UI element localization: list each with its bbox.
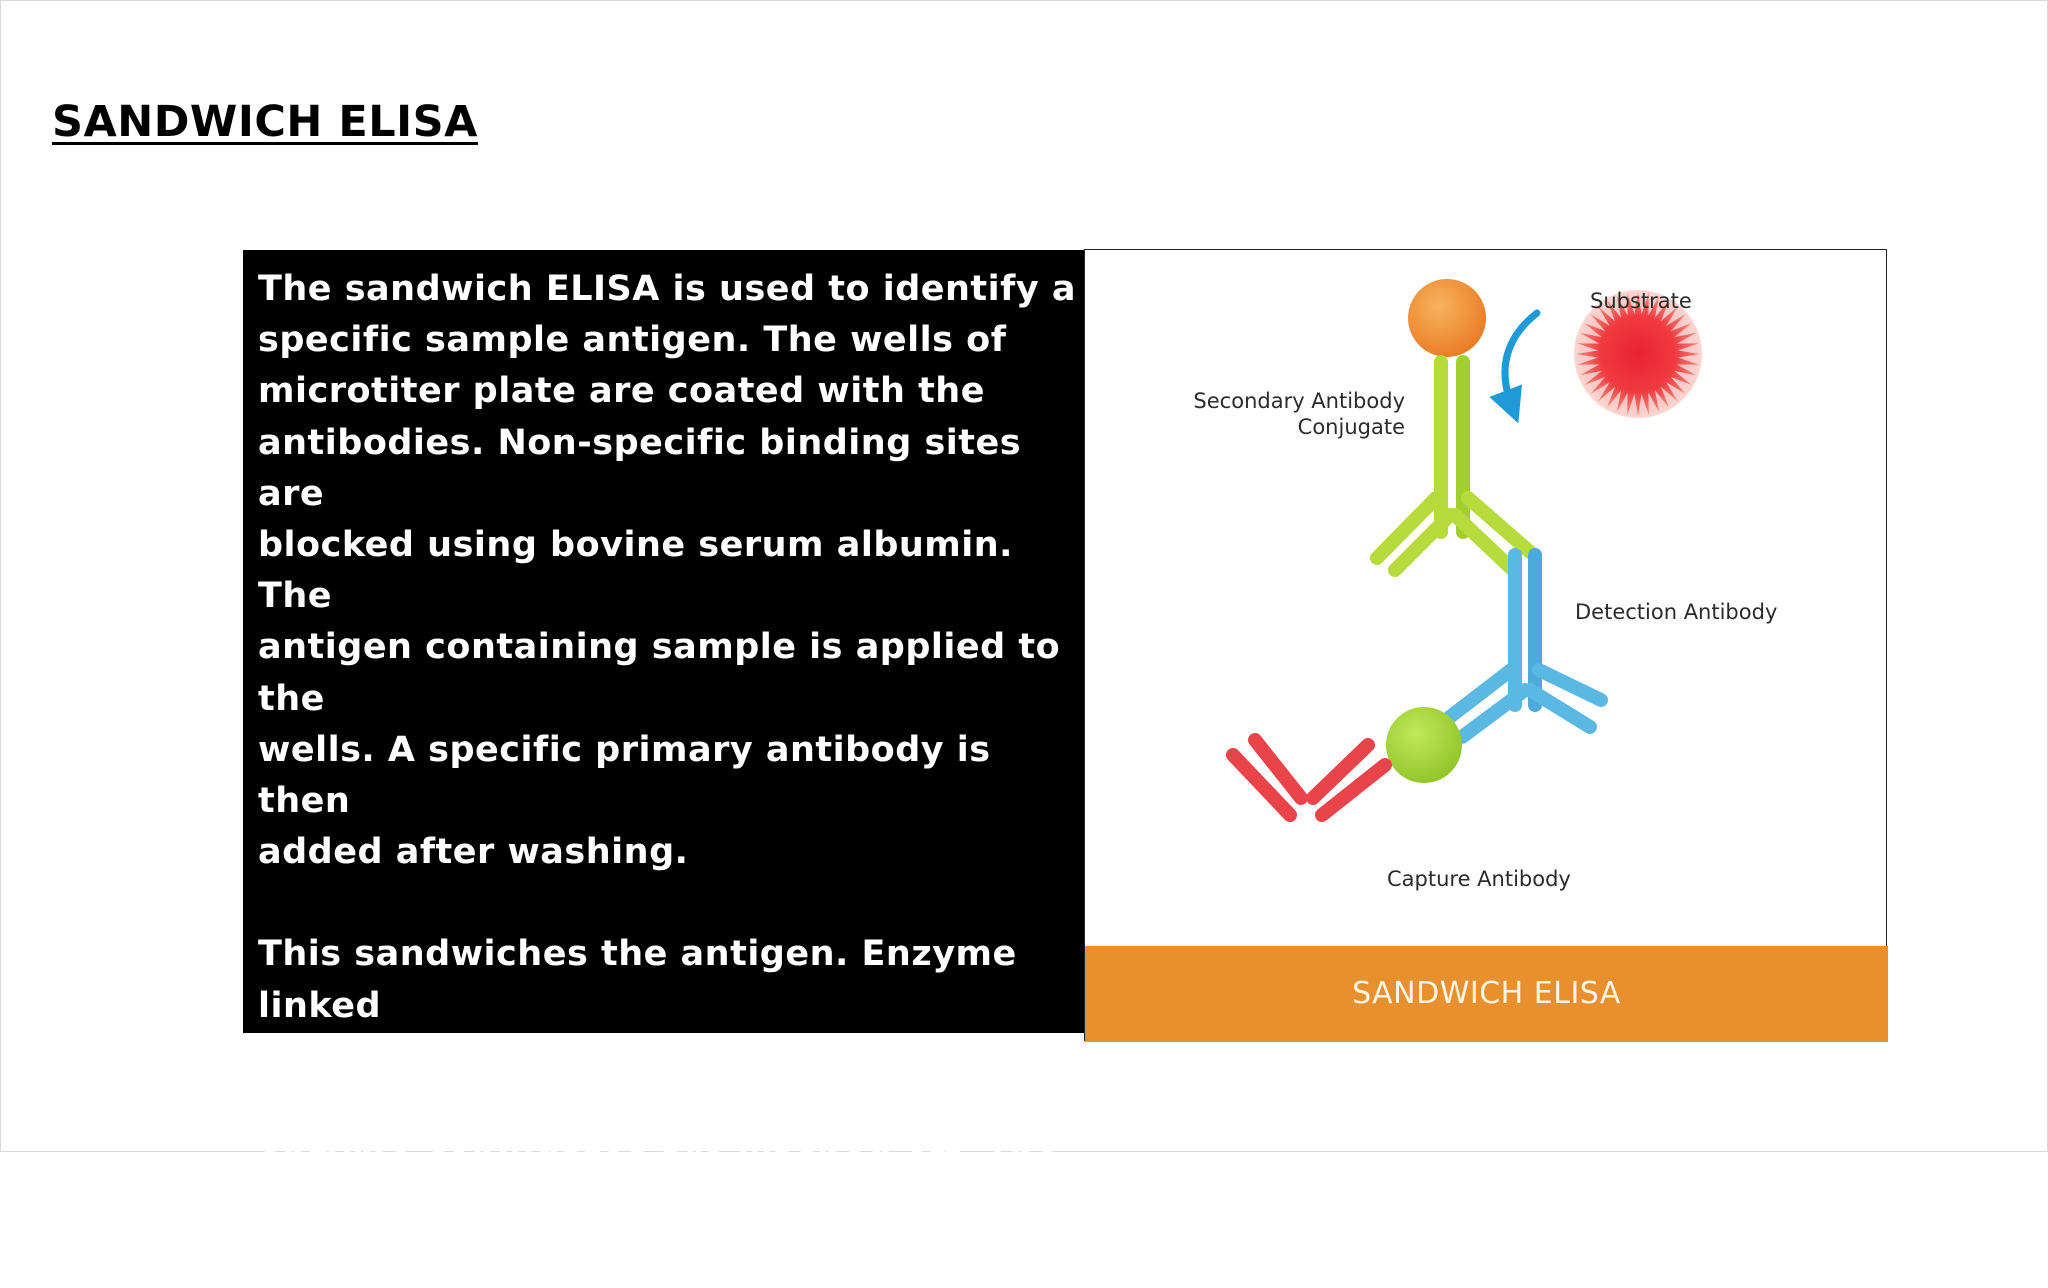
label-detection-antibody: Detection Antibody: [1575, 600, 1778, 624]
enzyme-sphere-icon: [1408, 279, 1486, 357]
label-conjugate: Conjugate: [1297, 415, 1405, 439]
label-secondary-antibody: Secondary Antibody: [1193, 389, 1405, 413]
paragraph-sandwich: This sandwiches the antigen. Enzyme linked secondary antibody is added that binds primary antibody. Unbound antibody- enzyme conjugates are washed off. The substrate for enzyme is introduced to quantify the antigens.: [258, 934, 1061, 1282]
slide-title: SANDWICH ELISA: [52, 97, 478, 147]
paragraph-intro: The sandwich ELISA is used to identify a specific sample antigen. The wells of microtiter plate are coated with the antibodies. Non-specific binding sites are blocked using bovine serum albumin. The antigen containing sample is applied to the wells. A specific primary antibody is then added after washing.: [258, 269, 1077, 873]
footer-label: SANDWICH ELISA: [1352, 976, 1621, 1011]
label-substrate: Substrate: [1590, 289, 1692, 313]
diagram-canvas: [1085, 250, 1885, 1039]
detection-antibody-icon: [1446, 555, 1601, 737]
footer-band: [1085, 946, 1888, 1042]
text-panel: [243, 250, 1085, 1282]
antigen-sphere-icon: [1386, 707, 1462, 783]
label-capture-antibody: Capture Antibody: [1387, 867, 1571, 891]
capture-antibody-icon: [1233, 740, 1385, 940]
curved-arrow-icon: [1505, 313, 1537, 407]
elisa-diagram: [1084, 249, 1887, 1041]
